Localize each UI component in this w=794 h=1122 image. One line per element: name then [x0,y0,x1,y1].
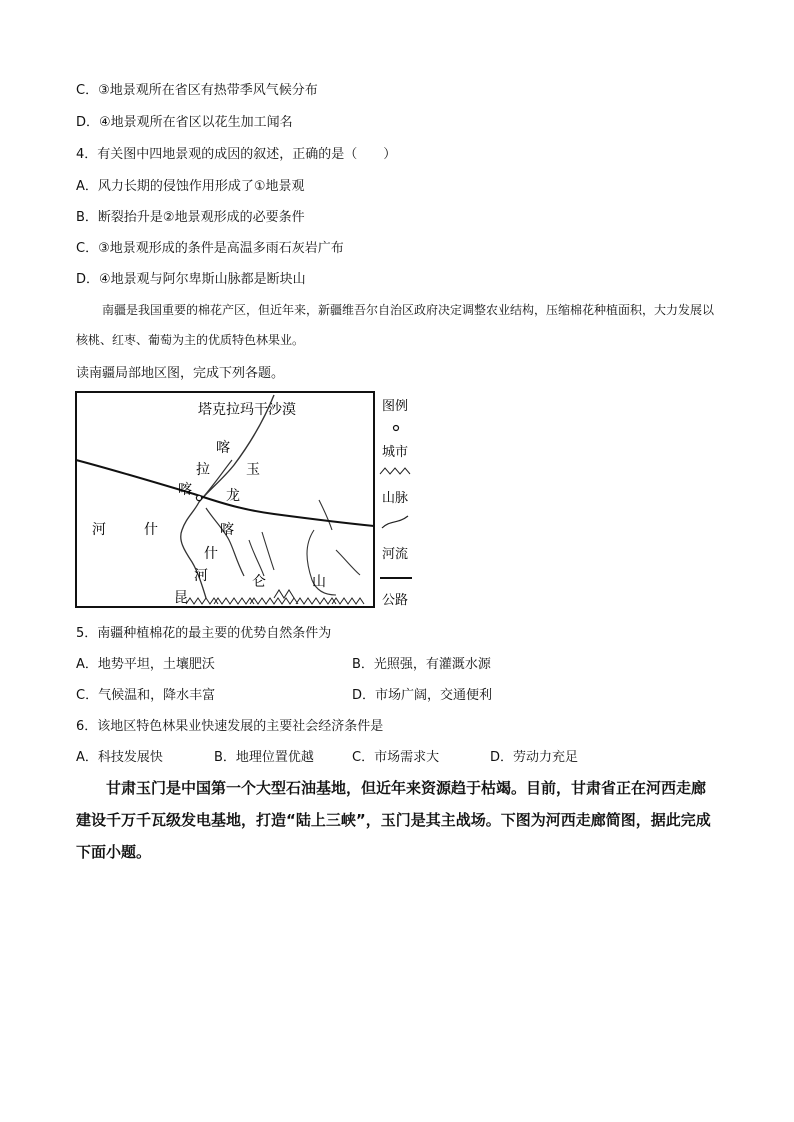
map-instruction: 读南疆局部地区图，完成下列各题。 [76,366,285,381]
place-char: 什 [144,522,158,538]
option-4a: A．风力长期的侵蚀作用形成了①地景观 [76,179,305,194]
place-char: 龙 [226,488,240,504]
legend-river-symbol [382,516,408,528]
option-5d: D．市场广阔，交通便利 [352,688,493,703]
option-6a: A．科技发展快 [76,750,163,765]
option-6d: D．劳动力充足 [490,750,579,765]
place-char: 喀 [178,482,192,498]
option-4b: B．断裂抬升是②地景观形成的必要条件 [76,210,305,225]
passage-yumen: 甘肃玉门是中国第一个大型石油基地，但近年来资源趋于枯竭。目前，甘肃省正在河西走廊建设千万千瓦级发电基地，打造“陆上三峡”，玉门是其主战场。下图为河西走廊简图，据此完成下面小题。 [76,779,711,861]
legend-city-symbol [394,426,399,431]
desert-label: 塔克拉玛干沙漠 [198,402,296,418]
place-char: 喀 [216,440,230,456]
legend-river-label: 河流 [382,547,409,562]
option-6c: C．市场需求大 [352,750,440,765]
place-char: 喀 [220,522,234,538]
place-char: 河 [194,568,208,584]
option-6b: B．地理位置优越 [214,750,314,765]
option-5b: B．光照强，有灌溉水源 [352,657,491,672]
south-xinjiang-map [74,390,434,610]
option-5c: C．气候温和，降水丰富 [76,688,216,703]
city-marker [196,495,201,500]
place-char: 拉 [196,462,210,478]
question-5-stem: 5．南疆种植棉花的最主要的优势自然条件为 [76,626,332,641]
place-char: 玉 [246,462,260,478]
legend-title: 图例 [382,399,409,414]
legend-road-label: 公路 [382,593,409,608]
place-char: 什 [204,546,218,562]
place-char: 山 [312,574,326,590]
place-char: 昆 [174,590,188,606]
option-3c: C．③地景观所在省区有热带季风气候分布 [76,83,318,98]
option-4c: C．③地景观形成的条件是高温多雨石灰岩广布 [76,241,344,256]
option-4d: D．④地景观与阿尔卑斯山脉都是断块山 [76,272,306,287]
option-3d: D．④地景观所在省区以花生加工闻名 [76,115,293,130]
passage-south-xinjiang: 南疆是我国重要的棉花产区，但近年来，新疆维吾尔自治区政府决定调整农业结构，压缩棉花种植面积，大力发展以核桃、红枣、葡萄为主的优质特色林果业。 [76,303,715,347]
place-char: 河 [92,522,106,538]
question-4-stem: 4．有关图中四地景观的成因的叙述，正确的是（ ） [76,147,397,162]
question-6-stem: 6．该地区特色林果业快速发展的主要社会经济条件是 [76,719,384,734]
map-frame [76,392,374,607]
place-char: 仑 [252,574,266,590]
legend-mountain-label: 山脉 [382,491,409,506]
legend-city-label: 城市 [382,445,409,460]
option-5a: A．地势平坦，土壤肥沃 [76,657,215,672]
legend-mountain-symbol [380,468,410,474]
